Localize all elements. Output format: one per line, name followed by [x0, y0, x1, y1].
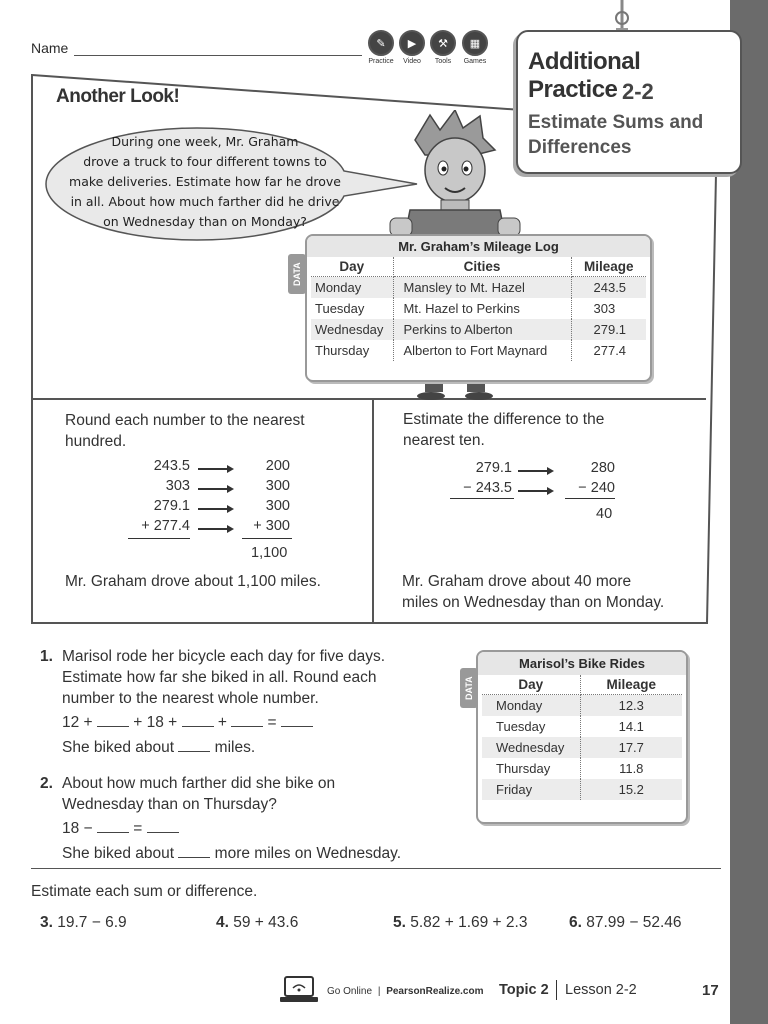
table-row: [311, 277, 646, 299]
question-number: 3.: [40, 914, 53, 931]
bubble-line: make deliveries. Estimate how far he drove: [69, 174, 341, 189]
gamepad-icon: ▦: [462, 30, 488, 56]
instruction-line: Estimate the difference to the: [403, 411, 605, 428]
table-header-row: [482, 675, 682, 695]
rounded-value: 300: [265, 478, 290, 494]
footer-divider: [556, 980, 557, 1000]
original-value: 279.1: [153, 498, 190, 514]
play-icon: ▶: [399, 30, 425, 56]
rounding-row: [120, 478, 300, 498]
bubble-line: During one week, Mr. Graham: [111, 134, 299, 149]
table-cell: 11.8: [619, 761, 644, 776]
arrow-icon: [198, 468, 232, 470]
table-cell: Tuesday: [311, 298, 393, 319]
table-cell: 17.7: [580, 737, 682, 758]
tools-tool[interactable]: [429, 30, 457, 65]
speech-bubble-text: [60, 132, 350, 232]
arrow-icon: [198, 508, 232, 510]
mileage-log-card: [305, 234, 652, 382]
difference-line-left: [450, 498, 514, 499]
estimate-item-6: [569, 912, 682, 933]
rounded-value: + 300: [253, 518, 290, 534]
original-value: 303: [165, 478, 190, 494]
answer-blank[interactable]: [178, 843, 210, 858]
topic-label: Topic 2: [499, 982, 549, 998]
table-row: [482, 779, 682, 800]
table-cell: Thursday: [311, 340, 393, 361]
arrow-icon: [198, 488, 232, 490]
original-value: − 243.5: [463, 480, 512, 496]
question-2: [40, 773, 440, 864]
table-cell: 15.2: [580, 779, 682, 800]
games-tool[interactable]: [461, 30, 489, 65]
bike-rides-table: [482, 675, 682, 800]
table-row: [482, 695, 682, 717]
practice-label: Practice: [368, 58, 394, 65]
column-header: Cities: [393, 257, 571, 277]
instruction-line: hundred.: [65, 433, 127, 450]
rounding-work: [120, 458, 300, 538]
column-header: Mileage: [580, 675, 682, 695]
section-divider: [31, 868, 721, 869]
question-line: Marisol rode her bicycle each day for five days.: [62, 648, 386, 665]
rounding-row: [120, 458, 300, 478]
go-online-text: Go Online: [327, 986, 373, 997]
table-row: [482, 716, 682, 737]
answer-text: miles.: [214, 739, 256, 756]
table-cell: 14.1: [618, 719, 644, 734]
page-number: 17: [702, 982, 719, 999]
pencil-icon: ✎: [368, 30, 394, 56]
title-line-1: Additional: [528, 48, 641, 75]
equation-text: 18 −: [62, 820, 93, 837]
table-cell: Mansley to Mt. Hazel: [393, 277, 571, 299]
table-cell: 12.3: [580, 695, 682, 717]
table-cell: 277.4: [593, 343, 627, 358]
conclusion-line: Mr. Graham drove about 40 more: [402, 573, 632, 590]
table-row: [311, 340, 646, 361]
table-row: [311, 298, 646, 319]
bubble-line: in all. About how much farther did he drive: [70, 194, 340, 209]
answer-blank[interactable]: [147, 818, 179, 833]
table-cell: Wednesday: [482, 737, 580, 758]
table-cell: Alberton to Fort Maynard: [393, 340, 571, 361]
rounded-value: 200: [265, 458, 290, 474]
table-cell: Wednesday: [311, 319, 393, 340]
rounding-row: [440, 460, 620, 480]
mileage-log-table: [311, 257, 646, 361]
answer-blank[interactable]: [182, 712, 214, 727]
table-cell: Mt. Hazel to Perkins: [393, 298, 571, 319]
arrow-icon: [518, 490, 552, 492]
tools-label: Tools: [434, 58, 452, 65]
separator: |: [377, 986, 381, 997]
conclusion-line: miles on Wednesday than on Monday.: [402, 594, 665, 611]
right-panel-conclusion: [402, 571, 664, 613]
question-line: Estimate how far she biked in all. Round each: [62, 669, 377, 686]
original-value: + 277.4: [141, 518, 190, 534]
video-label: Video: [403, 58, 421, 65]
column-header: Day: [311, 257, 393, 277]
lesson-number: 2-2: [622, 79, 654, 104]
bubble-line: on Wednesday than on Monday?: [103, 214, 307, 229]
mileage-log-title: Mr. Graham’s Mileage Log: [307, 236, 650, 257]
expression: 5.82 + 1.69 + 2.3: [410, 914, 528, 931]
sum-line-right: [242, 538, 292, 539]
wrench-icon: ⚒: [430, 30, 456, 56]
table-row: [311, 319, 646, 340]
estimate-item-5: [393, 912, 527, 933]
practice-tool[interactable]: [367, 30, 395, 65]
answer-text: more miles on Wednesday.: [214, 845, 402, 862]
another-look-heading: Another Look!: [56, 86, 180, 107]
rounded-value: 300: [265, 498, 290, 514]
question-number: 5.: [393, 914, 406, 931]
lesson-subtitle: [528, 110, 703, 160]
answer-text: She biked about: [62, 845, 175, 862]
rounded-value: 280: [590, 460, 615, 476]
arrow-icon: [198, 528, 232, 530]
laptop-icon: [280, 976, 318, 1004]
equation-row: [62, 712, 410, 733]
data-tab: DATA: [460, 668, 478, 708]
column-header: Mileage: [571, 257, 646, 277]
go-online-link[interactable]: [327, 986, 483, 997]
rounded-total: 1,100: [251, 545, 288, 561]
instruction-line: Round each number to the nearest: [65, 412, 305, 429]
estimate-instruction: Estimate each sum or difference.: [31, 883, 258, 900]
table-row: [482, 758, 682, 779]
table-cell: Monday: [482, 695, 580, 717]
equation-row: [62, 818, 440, 839]
video-tool[interactable]: [398, 30, 426, 65]
rounding-row: [120, 498, 300, 518]
right-panel-instruction: [403, 409, 604, 451]
lesson-label: Lesson 2-2: [565, 982, 637, 998]
equation-text: =: [133, 820, 143, 837]
table-row: [482, 737, 682, 758]
arrow-icon: [518, 470, 552, 472]
rounding-row: [120, 518, 300, 538]
rounded-difference: 40: [596, 506, 613, 522]
answer-row: [62, 737, 410, 758]
question-number: 1.: [40, 648, 53, 665]
question-1: [40, 646, 410, 758]
equation-text: + 18 +: [133, 714, 178, 731]
table-cell: Thursday: [482, 758, 580, 779]
left-panel-instruction: [65, 410, 305, 452]
left-panel-conclusion: Mr. Graham drove about 1,100 miles.: [65, 573, 321, 590]
bike-rides-card: [476, 650, 688, 824]
table-header-row: [311, 257, 646, 277]
bubble-line: drove a truck to four different towns to: [83, 154, 327, 169]
answer-blank[interactable]: [97, 712, 129, 727]
name-label: Name: [31, 40, 69, 56]
name-field[interactable]: [74, 55, 362, 56]
subtitle-line-1: Estimate Sums and: [528, 112, 704, 133]
instruction-line: nearest ten.: [403, 432, 485, 449]
equation-text: =: [267, 714, 277, 731]
subtitle-line-2: Differences: [528, 137, 632, 158]
games-label: Games: [463, 58, 487, 65]
table-cell: Tuesday: [482, 716, 580, 737]
site-url: PearsonRealize.com: [386, 986, 484, 997]
answer-text: She biked about: [62, 739, 175, 756]
difference-line-right: [565, 498, 615, 499]
table-cell: 279.1: [571, 319, 646, 340]
answer-blank[interactable]: [97, 818, 129, 833]
equation-text: +: [217, 714, 227, 731]
rounding-row: [440, 480, 620, 500]
difference-work: [440, 460, 620, 500]
expression: 19.7 − 6.9: [57, 914, 127, 931]
table-cell: Perkins to Alberton: [393, 319, 571, 340]
table-cell: 303: [593, 301, 616, 316]
table-cell: 243.5: [571, 277, 646, 299]
answer-row: [62, 843, 440, 864]
answer-blank[interactable]: [178, 737, 210, 752]
estimate-item-3: [40, 912, 127, 933]
table-cell: Monday: [311, 277, 393, 299]
expression: 87.99 − 52.46: [586, 914, 682, 931]
question-line: number to the nearest whole number.: [62, 690, 319, 707]
table-cell: Friday: [482, 779, 580, 800]
question-line: Wednesday than on Thursday?: [62, 796, 277, 813]
original-value: 279.1: [475, 460, 512, 476]
answer-blank[interactable]: [231, 712, 263, 727]
question-number: 4.: [216, 914, 229, 931]
rounded-value: − 240: [578, 480, 615, 496]
equation-text: 12 +: [62, 714, 93, 731]
sum-line-left: [128, 538, 190, 539]
question-line: About how much farther did she bike on: [62, 775, 336, 792]
column-header: Day: [482, 675, 580, 695]
answer-blank[interactable]: [281, 712, 313, 727]
expression: 59 + 43.6: [233, 914, 299, 931]
original-value: 243.5: [153, 458, 190, 474]
question-number: 6.: [569, 914, 582, 931]
title-line-2: Practice: [528, 76, 618, 103]
estimate-item-4: [216, 912, 298, 933]
question-number: 2.: [40, 775, 53, 792]
data-tab: DATA: [288, 254, 306, 294]
bike-rides-title: Marisol’s Bike Rides: [478, 652, 686, 675]
